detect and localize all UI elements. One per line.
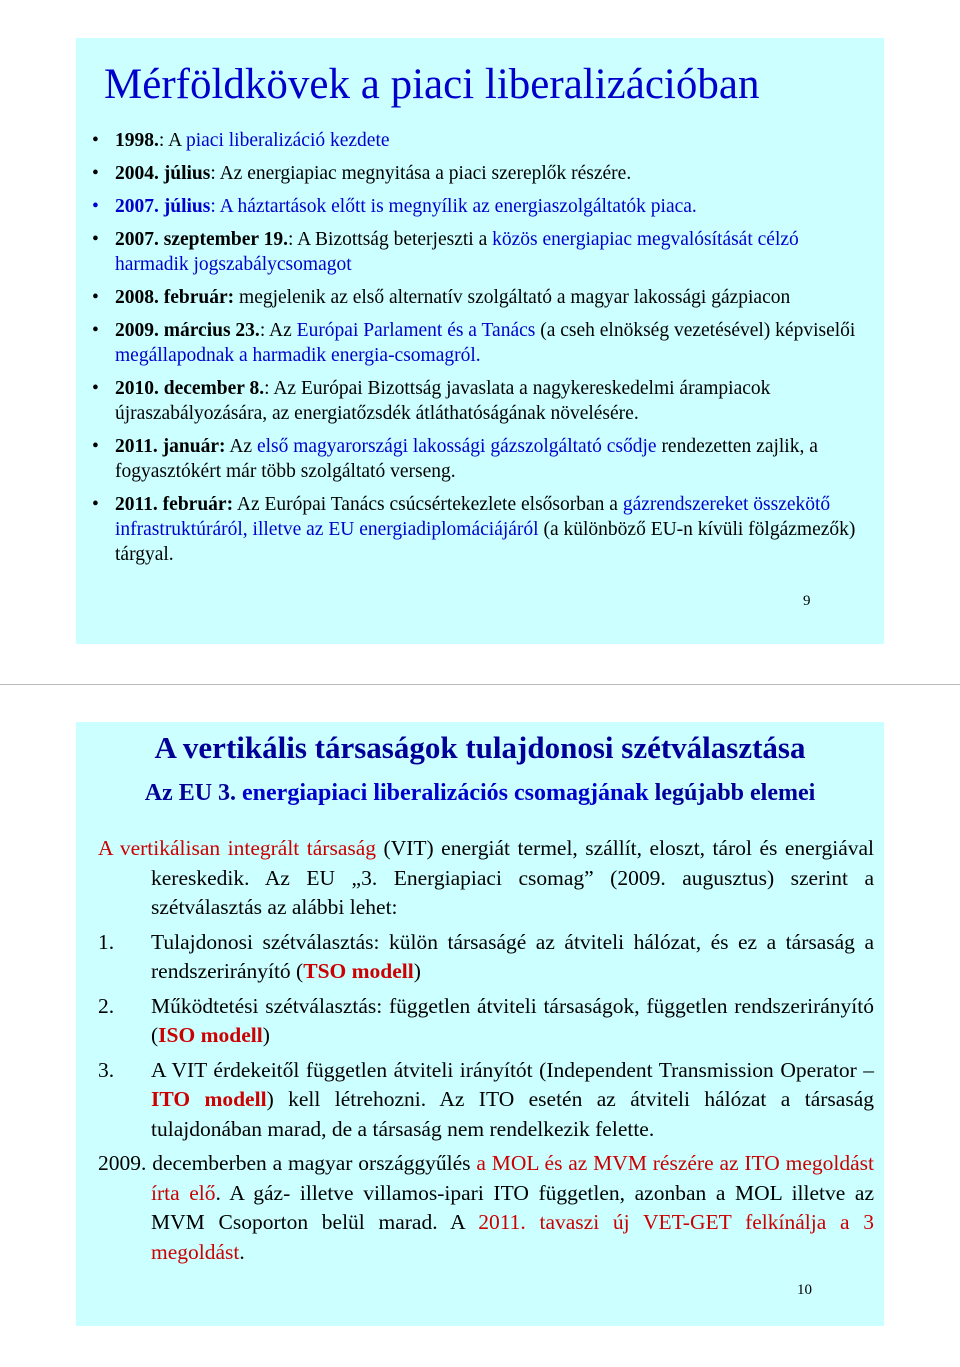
- slide-body: [98, 834, 874, 1272]
- slide-subtitle: Az EU 3. energiapiaci liberalizációs csomagjának legújabb elemei: [144, 780, 816, 806]
- intro-paragraph: A vertikálisan integrált társaság (VIT) energiát termel, szállít, eloszt, tárol és energiával kereskedik. Az EU „3. Energiapiaci csomag” (2009. augusztus) szerint a szétválasztás az alábbi lehet:: [98, 836, 874, 919]
- slide-unbundling: [76, 722, 884, 1326]
- milestone-list: [76, 128, 856, 575]
- list-item: • 2008. február: megjelenik az első alternatív szolgáltató a magyar lakossági gázpiacon: [76, 285, 856, 310]
- list-item: • 1998.: A piaci liberalizáció kezdete: [76, 128, 856, 153]
- list-item: • 2011. február: Az Európai Tanács csúcsértekezlete elsősorban a gázrendszereket összekötő infrastruktúráról, illetve az EU energiadiplomáciájáról (a különböző EU-n kívüli fölgázmezők) tárgyal.: [76, 492, 856, 567]
- list-item: • 2010. december 8.: Az Európai Bizottság javaslata a nagykereskedelmi árampiacok újraszabályozására, az energiatőzsdék átláthatóságának növelésére.: [76, 376, 856, 426]
- slide-milestones: [76, 38, 884, 644]
- list-item: • 2007. július: A háztartások előtt is megnyílik az energiaszolgáltatók piaca.: [76, 194, 856, 219]
- list-item: • 2009. március 23.: Az Európai Parlament és a Tanács (a cseh elnökség vezetésével) képviselői megállapodnak a harmadik energia-csomagról.: [76, 318, 856, 368]
- list-item: 1. Tulajdonosi szétválasztás: külön társaságé az átviteli hálózat, és ez a társaság a rendszerirányító (TSO modell): [98, 929, 874, 983]
- list-item: • 2004. július: Az energiapiac megnyitása a piaci szereplők részére.: [76, 161, 856, 186]
- list-item: • 2007. szeptember 19.: A Bizottság beterjeszti a közös energiapiac megvalósítását célzó harmadik jogszabálycsomagot: [76, 227, 856, 277]
- list-item: 2. Működtetési szétválasztás: független átviteli társaságok, független rendszerirányító (ISO modell): [98, 993, 874, 1047]
- slide-title: Mérföldkövek a piaci liberalizációban: [104, 61, 760, 108]
- page-number: 10: [797, 1282, 812, 1298]
- page-divider: [0, 684, 960, 685]
- closing-paragraph: 2009. decemberben a magyar országgyűlés a MOL és az MVM részére az ITO megoldást írta elő. A gáz- illetve villamos-ipari ITO független, azonban a MOL illetve az MVM Csoporton belül marad. A 2011. tavaszi új VET-GET felkínálja a 3 megoldást.: [98, 1151, 875, 1264]
- page-number: 9: [803, 593, 811, 609]
- slide-title: A vertikális társaságok tulajdonosi szétválasztása: [154, 730, 806, 765]
- list-item: 3. A VIT érdekeitől független átviteli irányítót (Independent Transmission Operator – ITO modell) kell létrehozni. Az ITO esetén az átviteli hálózat a társaság tulajdonában marad, de a társaság nem rendelkezik felette.: [98, 1057, 874, 1141]
- list-item: • 2011. január: Az első magyarországi lakossági gázszolgáltató csődje rendezetten zajlik, a fogyasztókért már több szolgáltató verseng.: [76, 434, 856, 484]
